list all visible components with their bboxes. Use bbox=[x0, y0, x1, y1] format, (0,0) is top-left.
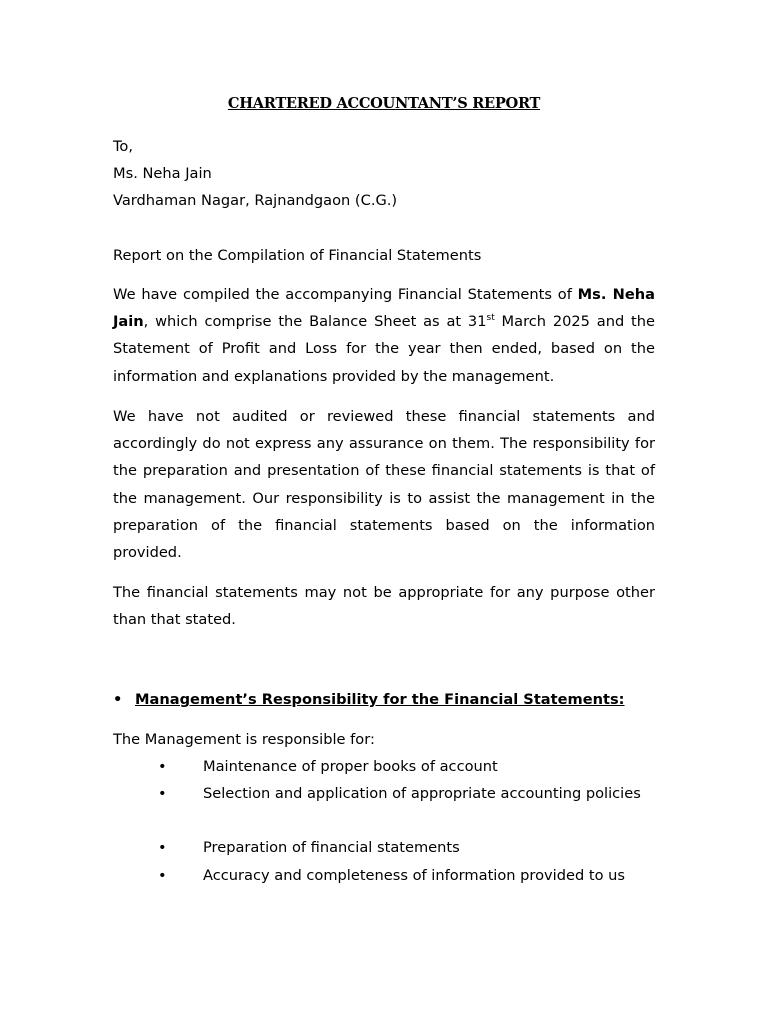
list-item-text: Selection and application of appropriate accounting policies bbox=[203, 785, 641, 802]
address-salutation: To, bbox=[113, 138, 134, 155]
responsibility-intro: The Management is responsible for: bbox=[113, 731, 375, 748]
report-title: CHARTERED ACCOUNTANT’S REPORT bbox=[227, 95, 541, 112]
list-item-text: Preparation of financial statements bbox=[203, 839, 460, 856]
address-name: Ms. Neha Jain bbox=[113, 165, 212, 182]
compilation-text-1: We have compiled the accompanying Financial Statements of bbox=[113, 286, 578, 303]
compilation-paragraph bbox=[113, 281, 655, 390]
purpose-paragraph: The financial statements may not be appropriate for any purpose other than that stated. bbox=[113, 584, 655, 629]
list-item bbox=[113, 753, 655, 780]
list-item bbox=[113, 862, 655, 889]
list-item-text: Accuracy and completeness of information provided to us bbox=[203, 867, 626, 884]
compilation-text-3: March 2025 and the Statement of Profit and Loss for the year then ended, based on the information and explanations provided by the management. bbox=[113, 313, 655, 385]
address-location: Vardhaman Nagar, Rajnandgaon (C.G.) bbox=[113, 192, 398, 209]
list-bullet: • bbox=[158, 785, 167, 802]
compilation-text-2: , which comprise the Balance Sheet as at 31 bbox=[143, 313, 487, 331]
list-bullet: • bbox=[158, 758, 167, 775]
management-responsibility-heading bbox=[113, 690, 673, 710]
heading-bullet: • bbox=[113, 691, 123, 708]
list-item bbox=[113, 834, 655, 861]
assurance-paragraph: We have not audited or reviewed these financial statements and accordingly do not express any assurance on them. The responsibility for the preparation and presentation of these financial statements is that of the management. Our responsibility is to assist the management in the preparation of the financial statements based on the information provided. bbox=[113, 408, 655, 562]
list-bullet: • bbox=[158, 839, 167, 856]
list-item-text: Maintenance of proper books of account bbox=[203, 758, 498, 775]
date-superscript: st bbox=[486, 313, 495, 324]
list-item bbox=[113, 780, 655, 807]
report-subject: Report on the Compilation of Financial Statements bbox=[113, 247, 482, 264]
client-name: Ms. Neha Jain bbox=[113, 286, 655, 331]
heading-text: Management’s Responsibility for the Financial Statements: bbox=[135, 691, 625, 708]
list-bullet: • bbox=[158, 867, 167, 884]
